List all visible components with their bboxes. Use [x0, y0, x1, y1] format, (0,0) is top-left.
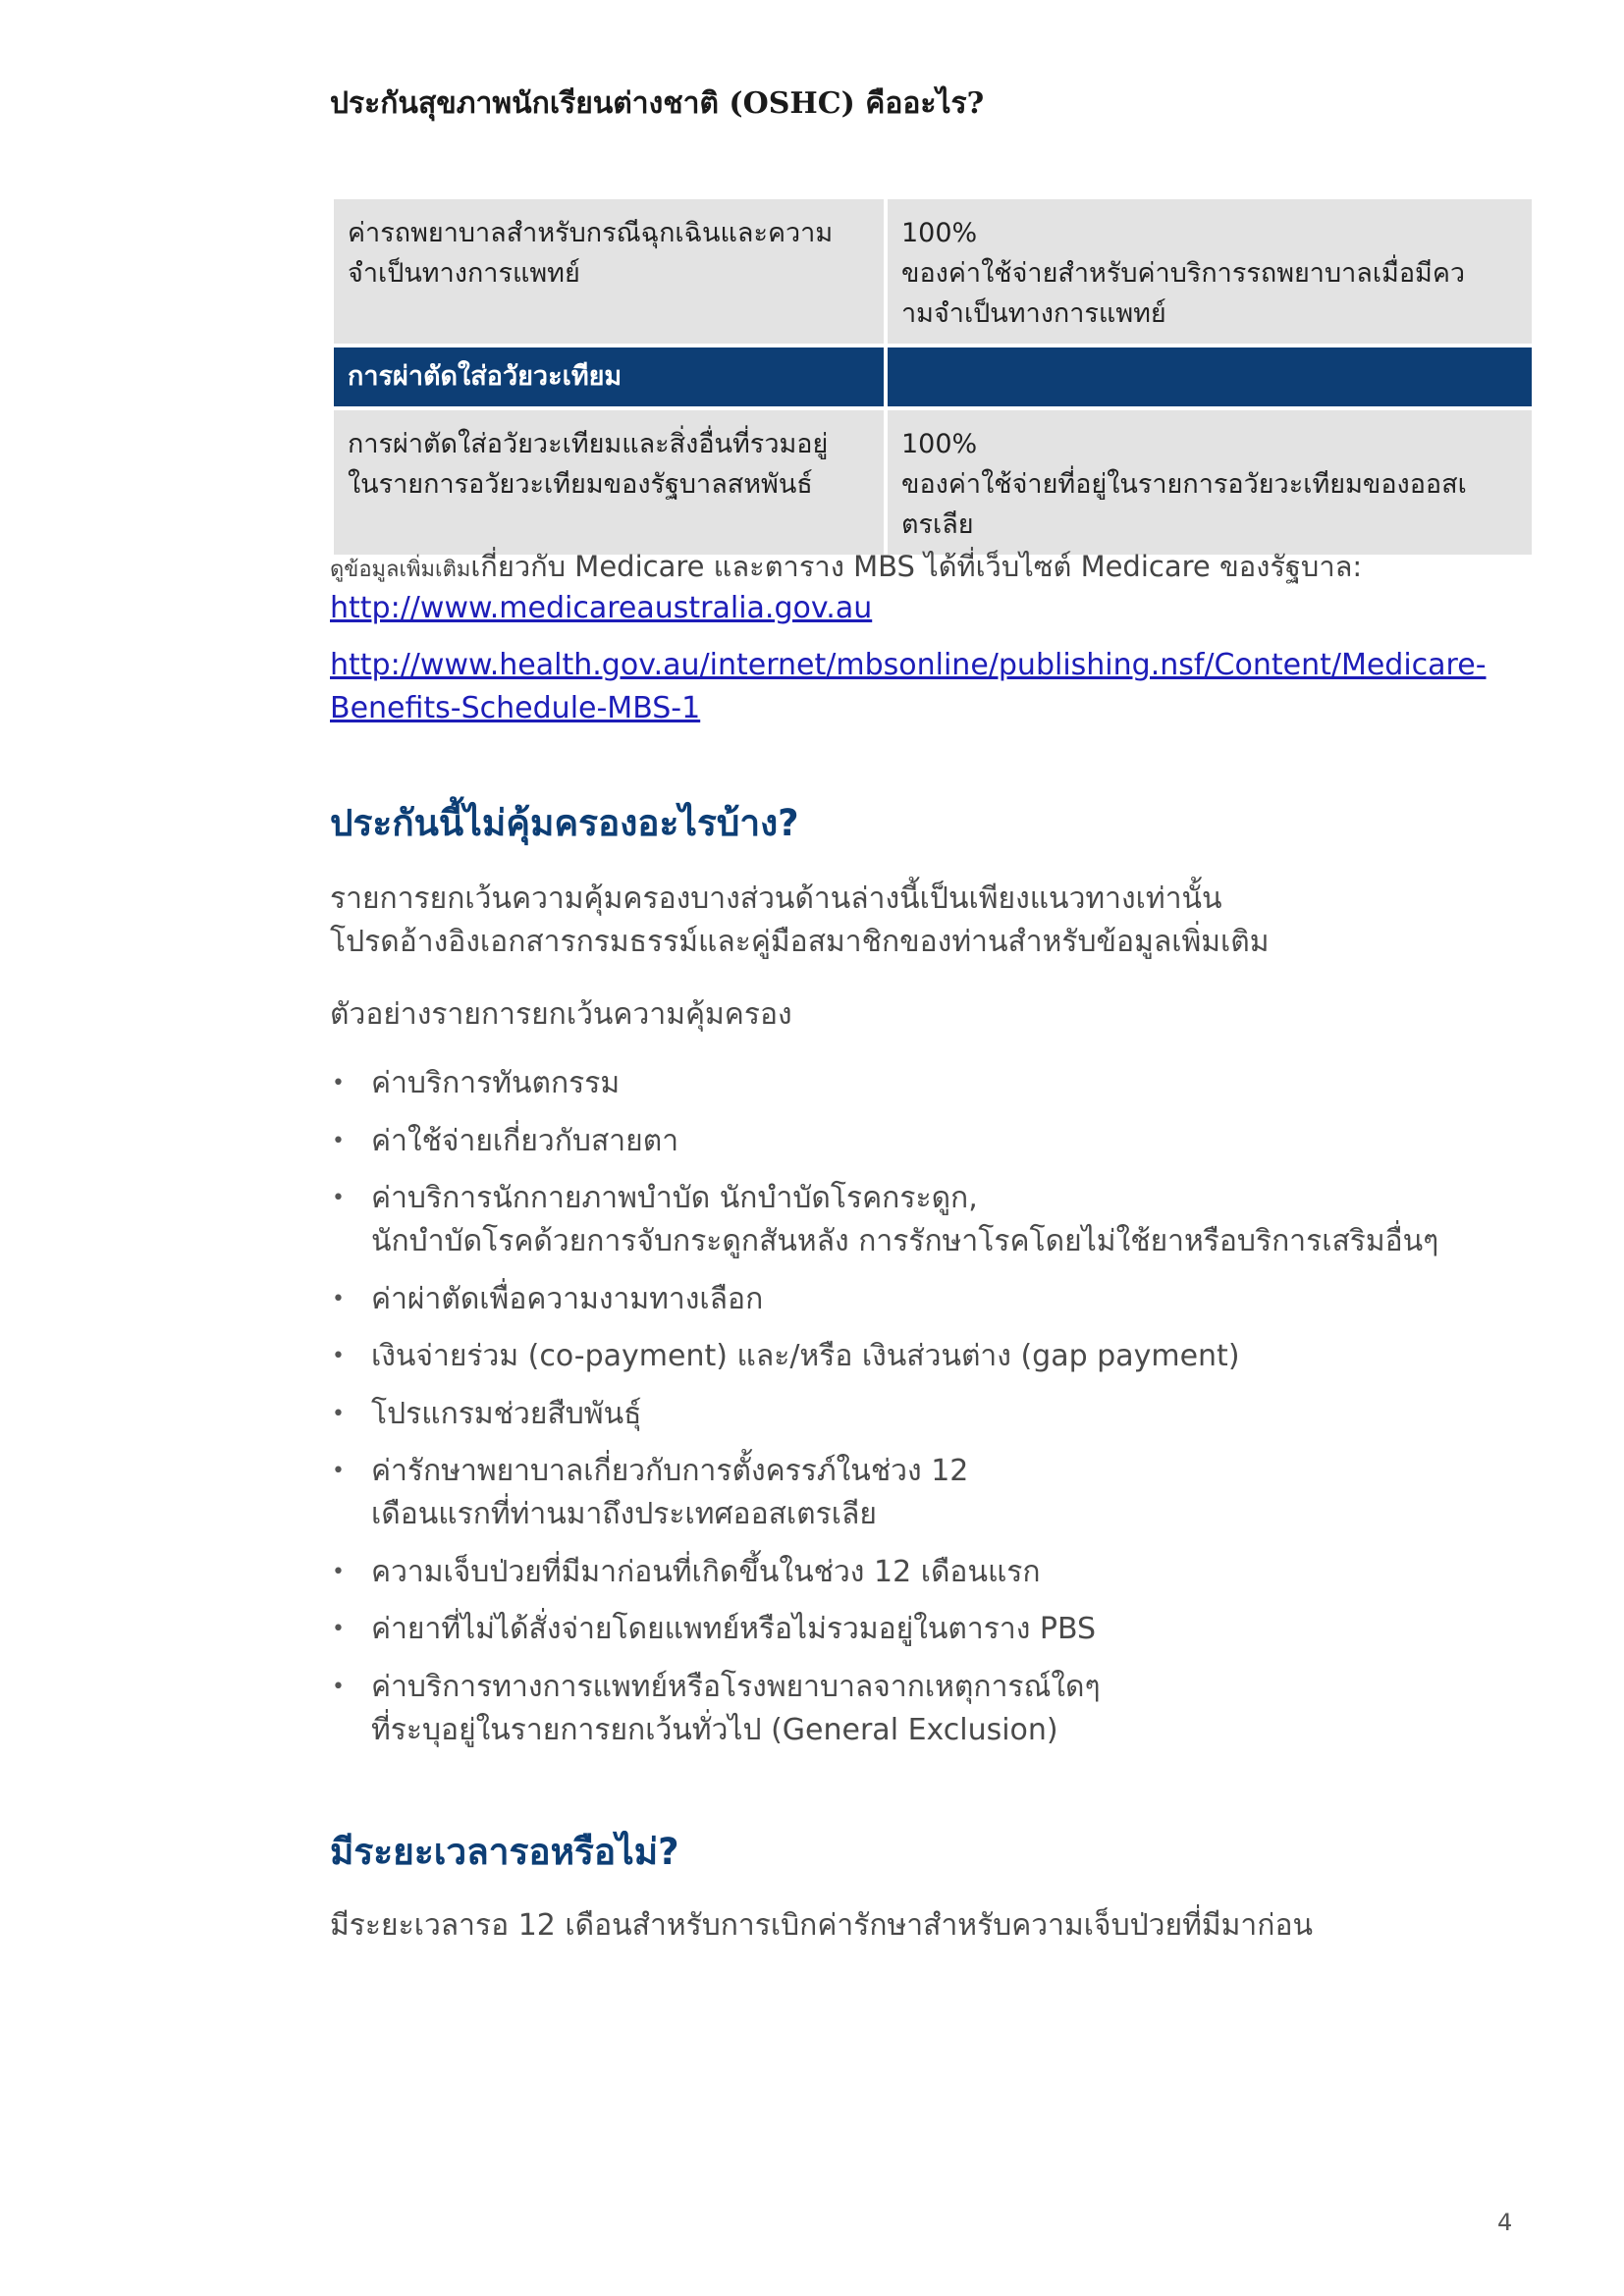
cell-line: ในรายการอวัยวะเทียมของรัฐบาลสหพันธ์ — [348, 469, 813, 500]
waiting-period-heading: มีระยะเวลารอหรือไม่? — [330, 1831, 679, 1873]
link-line: http://www.health.gov.au/internet/mbsonline/publishing.nsf/Content/Medicare- — [330, 648, 1487, 682]
table-cell-label — [334, 199, 884, 344]
list-item — [330, 1551, 1538, 1594]
list-item-text: ค่าบริการนักกายภาพบำบัด นักบำบัดโรคกระดูก, — [371, 1181, 978, 1215]
exclusions-intro — [330, 878, 1528, 964]
coverage-table — [330, 199, 1536, 555]
list-item-text: เงินจ่ายร่วม (co-payment) และ/หรือ เงินส่วนต่าง (gap payment) — [371, 1339, 1240, 1373]
list-item-text: ความเจ็บป่วยที่มีมาก่อนที่เกิดขึ้นในช่วง 12 เดือนแรก — [371, 1554, 1041, 1589]
cell-line: การผ่าตัดใส่อวัยวะเทียมและสิ่งอื่นที่รวมอยู่ — [348, 429, 829, 459]
page-header: ประกันสุขภาพนักเรียนต่างชาติ (OSHC) คืออะไร? — [330, 86, 985, 121]
table-cell-label — [334, 347, 884, 406]
medicare-note-prefix: ดูข้อมูลเพิ่มเติม — [330, 558, 471, 582]
list-item — [330, 1450, 1538, 1536]
bullet-icon: • — [332, 1186, 345, 1210]
link-line: http://www.medicareaustralia.gov.au — [330, 591, 873, 625]
list-item — [330, 1666, 1538, 1752]
bullet-icon: • — [332, 1617, 345, 1641]
cell-line: ค่ารถพยาบาลสำหรับกรณีฉุกเฉินและความ — [348, 218, 834, 248]
bullet-icon: • — [332, 1459, 345, 1483]
list-item — [330, 1335, 1538, 1378]
list-item-text: ค่าผ่าตัดเพื่อความงามทางเลือก — [371, 1281, 764, 1316]
list-item — [330, 1062, 1538, 1105]
cell-line: การผ่าตัดใส่อวัยวะเทียม — [348, 361, 623, 392]
table-row — [334, 199, 1532, 344]
page-number: 4 — [1497, 2209, 1513, 2236]
list-item-text: โปรแกรมช่วยสืบพันธุ์ — [371, 1396, 642, 1431]
bullet-icon: • — [332, 1559, 345, 1584]
cell-line: ตรเลีย — [901, 509, 974, 540]
medicare-note — [330, 546, 1528, 591]
table-cell-value — [888, 410, 1532, 555]
list-item-text: ค่าบริการทางการแพทย์หรือโรงพยาบาลจากเหตุการณ์ใดๆ — [371, 1669, 1101, 1704]
table-cell-value — [888, 199, 1532, 344]
bullet-icon: • — [332, 1071, 345, 1095]
list-item — [330, 1120, 1538, 1163]
cell-line: 100% — [901, 218, 978, 248]
medicare-website-link[interactable] — [330, 587, 1528, 630]
cell-line: จำเป็นทางการแพทย์ — [348, 258, 580, 289]
list-item — [330, 1278, 1538, 1321]
list-item-text: ค่ายาที่ไม่ได้สั่งจ่ายโดยแพทย์หรือไม่รวมอยู่ในตาราง PBS — [371, 1612, 1097, 1646]
table-cell-value — [888, 347, 1532, 406]
list-item — [330, 1608, 1538, 1651]
waiting-period-text: มีระยะเวลารอ 12 เดือนสำหรับการเบิกค่ารักษาสำหรับความเจ็บป่วยที่มีมาก่อน — [330, 1908, 1313, 1943]
list-item — [330, 1177, 1538, 1263]
link-line: Benefits-Schedule-MBS-1 — [330, 691, 701, 725]
intro-line: โปรดอ้างอิงเอกสารกรมธรรม์และคู่มือสมาชิกของท่านสำหรับข้อมูลเพิ่มเติม — [330, 925, 1270, 959]
list-item — [330, 1393, 1538, 1436]
bullet-icon: • — [332, 1286, 345, 1311]
list-item-text: ค่าบริการทันตกรรม — [371, 1066, 621, 1100]
list-item-text: ค่าใช้จ่ายเกี่ยวกับสายตา — [371, 1123, 679, 1158]
medicare-note-text: เกี่ยวกับ Medicare และตาราง MBS ได้ที่เว็บไซต์ Medicare ของรัฐบาล: — [470, 550, 1363, 583]
list-item-text: เดือนแรกที่ท่านมาถึงประเทศออสเตรเลีย — [371, 1497, 877, 1531]
list-item-text: ค่ารักษาพยาบาลเกี่ยวกับการตั้งครรภ์ในช่วง 12 — [371, 1454, 969, 1488]
cell-line: ของค่าใช้จ่ายสำหรับค่าบริการรถพยาบาลเมื่อมีคว — [901, 258, 1466, 289]
bullet-icon: • — [332, 1128, 345, 1153]
cell-line: ามจำเป็นทางการแพทย์ — [901, 298, 1166, 329]
list-item-text: ที่ระบุอยู่ในรายการยกเว้นทั่วไป (General Exclusion) — [371, 1712, 1058, 1747]
table-cell-label — [334, 410, 884, 555]
exclusions-list — [330, 1062, 1538, 1766]
cell-line: 100% — [901, 429, 978, 459]
examples-label: ตัวอย่างรายการยกเว้นความคุ้มครอง — [330, 997, 792, 1032]
exclusions-heading: ประกันนี้ไม่คุ้มครองอะไรบ้าง? — [330, 802, 799, 844]
bullet-icon: • — [332, 1344, 345, 1368]
bullet-icon: • — [332, 1401, 345, 1426]
bullet-icon: • — [332, 1674, 345, 1699]
intro-line: รายการยกเว้นความคุ้มครองบางส่วนด้านล่างนี้เป็นเพียงแนวทางเท่านั้น — [330, 881, 1222, 916]
table-row — [334, 410, 1532, 555]
table-section-row — [334, 347, 1532, 406]
cell-line: ของค่าใช้จ่ายที่อยู่ในรายการอวัยวะเทียมของออสเ — [901, 469, 1467, 500]
list-item-text: นักบำบัดโรคด้วยการจับกระดูกสันหลัง การรักษาโรคโดยไม่ใช้ยาหรือบริการเสริมอื่นๆ — [371, 1224, 1439, 1258]
mbs-schedule-link[interactable] — [330, 644, 1528, 730]
